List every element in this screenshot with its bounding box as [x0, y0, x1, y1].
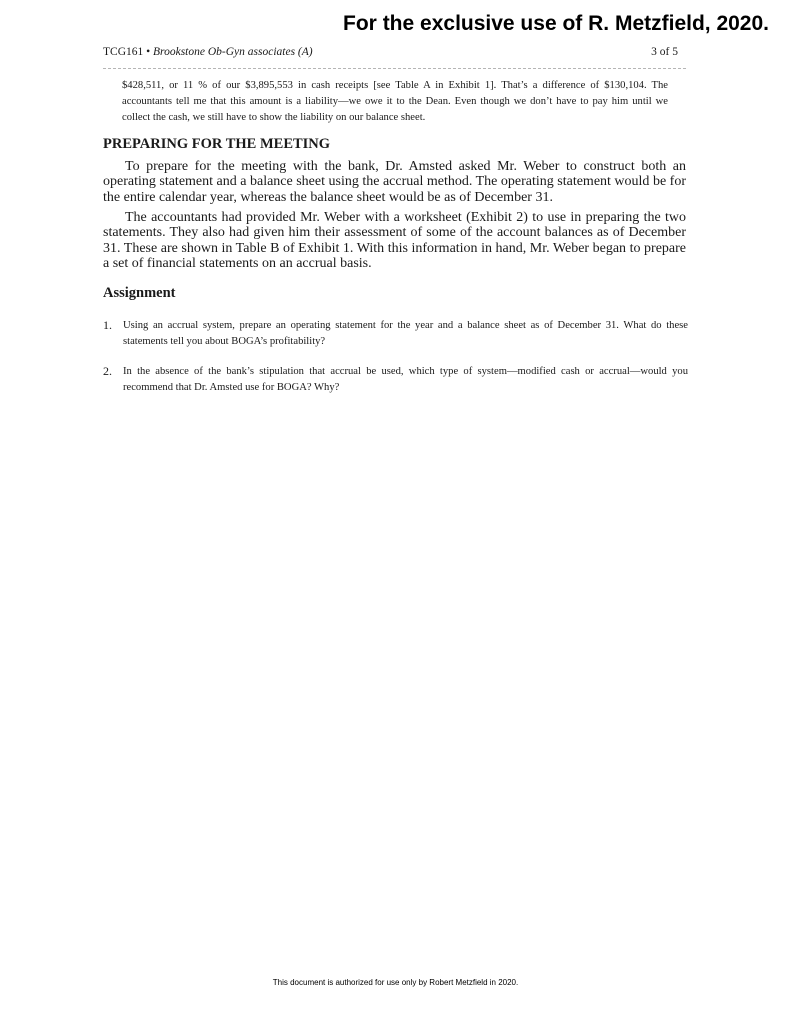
- body-paragraph-1: To prepare for the meeting with the bank, Dr. Amsted asked Mr. Weber to construct both an operating statement and a balance sheet using the accrual method. The operating statement would be for the entire calendar year, whereas the balance sheet would be as of December 31.: [103, 159, 686, 205]
- case-title: Brookstone Ob-Gyn associates (A): [153, 46, 313, 58]
- quote-continuation: $428,511, or 11 % of our $3,895,553 in cash receipts [see Table A in Exhibit 1]. That’s a difference of $130,104. The accountants tell me that this amount is a liability—we owe it to the Dean. Even though we don’t have to pay him until we collect the cash, we still have to show the liability on our balance sheet.: [122, 80, 668, 123]
- header-case-reference: [103, 46, 313, 58]
- assignment-item-number: 1.: [103, 318, 112, 332]
- assignment-item-text: Using an accrual system, prepare an operating statement for the year and a balance sheet as of December 31. What do these statements tell you about BOGA’s profitability?: [123, 320, 688, 347]
- page-number: 3 of 5: [651, 46, 678, 58]
- assignment-item-text: In the absence of the bank’s stipulation that accrual be used, which type of system—modified cash or accrual—would you recommend that Dr. Amsted use for BOGA? Why?: [123, 366, 688, 393]
- assignment-heading: Assignment: [103, 285, 176, 301]
- assignment-item-number: 2.: [103, 364, 112, 378]
- authorization-footer: This document is authorized for use only by Robert Metzfield in 2020.: [272, 978, 519, 987]
- exclusive-use-watermark: For the exclusive use of R. Metzfield, 2020.: [343, 12, 769, 35]
- section-heading: PREPARING FOR THE MEETING: [103, 136, 331, 152]
- header-divider: [103, 68, 686, 69]
- body-paragraph-2: The accountants had provided Mr. Weber with a worksheet (Exhibit 2) to use in preparing the two statements. They also had given him their assessment of some of the account balances as of December 31. These are shown in Table B of Exhibit 1. With this information in hand, Mr. Weber began to prepare a set of financial statements on an accrual basis.: [103, 210, 686, 272]
- course-code: TCG161 •: [103, 46, 154, 58]
